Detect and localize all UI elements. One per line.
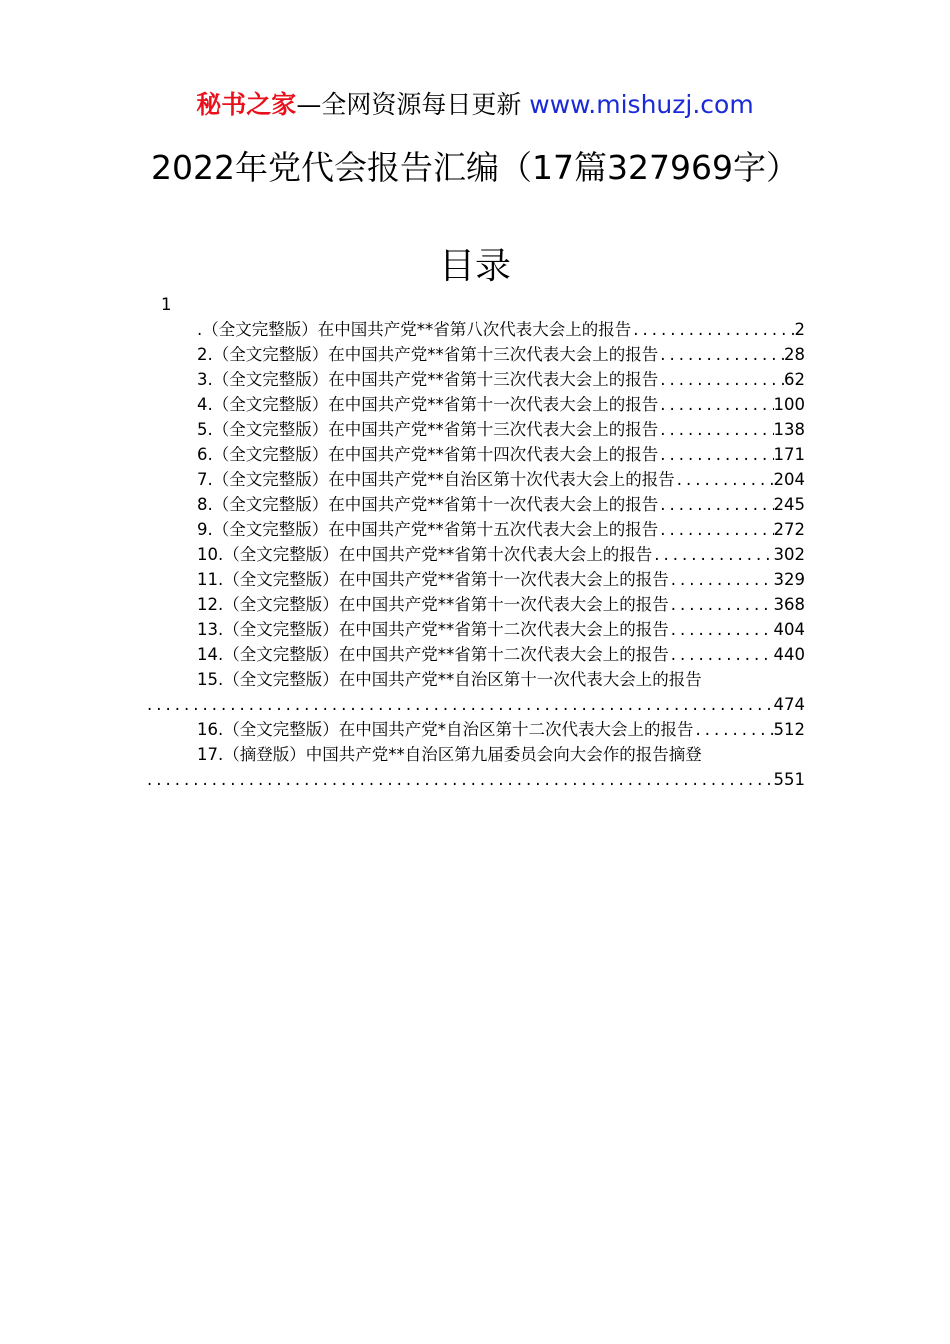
toc-entry[interactable] — [145, 342, 805, 367]
toc-entry-continuation[interactable] — [145, 767, 805, 792]
toc-entry-page: 474 — [773, 695, 805, 714]
toc-entry[interactable] — [145, 542, 805, 567]
toc-leader — [145, 692, 774, 717]
toc-entry[interactable] — [145, 742, 805, 767]
toc-leader — [669, 642, 774, 667]
toc-entry[interactable] — [145, 317, 805, 342]
toc-entry[interactable] — [145, 717, 805, 742]
toc-entry[interactable] — [145, 592, 805, 617]
toc-leader — [652, 542, 773, 567]
toc-entry-title: 10.（全文完整版）在中国共产党**省第十次代表大会上的报告 — [197, 545, 653, 564]
toc-entry-title: 16.（全文完整版）在中国共产党*自治区第十二次代表大会上的报告 — [197, 720, 694, 739]
toc-entry-page: 551 — [773, 770, 805, 789]
toc-entry-title: 7.（全文完整版）在中国共产党**自治区第十次代表大会上的报告 — [197, 470, 675, 489]
toc-entry-title: 9.（全文完整版）在中国共产党**省第十五次代表大会上的报告 — [197, 520, 659, 539]
toc-entry-page: 171 — [773, 445, 805, 464]
toc-leader — [658, 442, 773, 467]
toc-entry[interactable] — [145, 667, 805, 692]
site-banner — [0, 88, 950, 122]
toc-leader — [694, 717, 774, 742]
toc-entry-page: 512 — [773, 720, 805, 739]
toc-first-number-row — [145, 292, 805, 317]
toc-entry[interactable] — [145, 617, 805, 642]
toc-entry-title: 5.（全文完整版）在中国共产党**省第十三次代表大会上的报告 — [197, 420, 659, 439]
toc-leader — [631, 317, 794, 342]
toc-leader — [658, 517, 773, 542]
toc-entry[interactable] — [145, 442, 805, 467]
toc-entry-continuation[interactable] — [145, 692, 805, 717]
toc-entry-title: 15.（全文完整版）在中国共产党**自治区第十一次代表大会上的报告 — [197, 670, 702, 689]
toc-entry-page: 368 — [773, 595, 805, 614]
brand-name: 秘书之家 — [196, 90, 297, 119]
toc-leader — [658, 367, 784, 392]
toc-entry[interactable] — [145, 467, 805, 492]
toc-entry-title: 11.（全文完整版）在中国共产党**省第十一次代表大会上的报告 — [197, 570, 669, 589]
table-of-contents — [145, 292, 805, 792]
toc-entry-title: 8.（全文完整版）在中国共产党**省第十一次代表大会上的报告 — [197, 495, 659, 514]
toc-entry-title: 13.（全文完整版）在中国共产党**省第十二次代表大会上的报告 — [197, 620, 669, 639]
toc-entry[interactable] — [145, 492, 805, 517]
toc-entry-title: 14.（全文完整版）在中国共产党**省第十二次代表大会上的报告 — [197, 645, 669, 664]
toc-entry[interactable] — [145, 517, 805, 542]
toc-entry-page: 204 — [773, 470, 805, 489]
toc-leader — [675, 467, 774, 492]
toc-entry-title: 4.（全文完整版）在中国共产党**省第十一次代表大会上的报告 — [197, 395, 659, 414]
toc-entry-page: 62 — [784, 370, 805, 389]
toc-entry-page: 329 — [773, 570, 805, 589]
toc-entry[interactable] — [145, 417, 805, 442]
toc-leader — [669, 617, 774, 642]
toc-entry-title: 6.（全文完整版）在中国共产党**省第十四次代表大会上的报告 — [197, 445, 659, 464]
document-title: 2022年党代会报告汇编（17篇327969字） — [151, 148, 799, 187]
toc-heading: 目录 — [438, 246, 511, 287]
toc-entry[interactable] — [145, 567, 805, 592]
toc-entry-page: 245 — [773, 495, 805, 514]
toc-leader — [145, 767, 774, 792]
toc-leader — [669, 592, 774, 617]
toc-entry-title: .（全文完整版）在中国共产党**省第八次代表大会上的报告 — [197, 320, 632, 339]
toc-leader — [658, 492, 773, 517]
toc-entry-page: 404 — [773, 620, 805, 639]
toc-entry-title: 2.（全文完整版）在中国共产党**省第十三次代表大会上的报告 — [197, 345, 659, 364]
toc-first-number: 1 — [161, 295, 172, 314]
toc-leader — [658, 417, 773, 442]
toc-entry-title: 17.（摘登版）中国共产党**自治区第九届委员会向大会作的报告摘登 — [197, 745, 702, 764]
toc-entry-title: 12.（全文完整版）在中国共产党**省第十一次代表大会上的报告 — [197, 595, 669, 614]
toc-entry-title: 3.（全文完整版）在中国共产党**省第十三次代表大会上的报告 — [197, 370, 659, 389]
toc-entry-page: 302 — [773, 545, 805, 564]
toc-entry-page: 440 — [773, 645, 805, 664]
toc-leader — [658, 342, 784, 367]
toc-entry-page: 138 — [773, 420, 805, 439]
toc-entry-page: 2 — [794, 320, 805, 339]
toc-entry-page: 100 — [773, 395, 805, 414]
toc-entry-page: 272 — [773, 520, 805, 539]
site-url-link[interactable]: www.mishuzj.com — [529, 90, 754, 119]
toc-leader — [658, 392, 773, 417]
toc-entry[interactable] — [145, 642, 805, 667]
toc-leader — [669, 567, 774, 592]
toc-entry[interactable] — [145, 392, 805, 417]
toc-entry[interactable] — [145, 367, 805, 392]
banner-tagline: —全网资源每日更新 — [296, 90, 530, 119]
toc-entry-page: 28 — [784, 345, 805, 364]
